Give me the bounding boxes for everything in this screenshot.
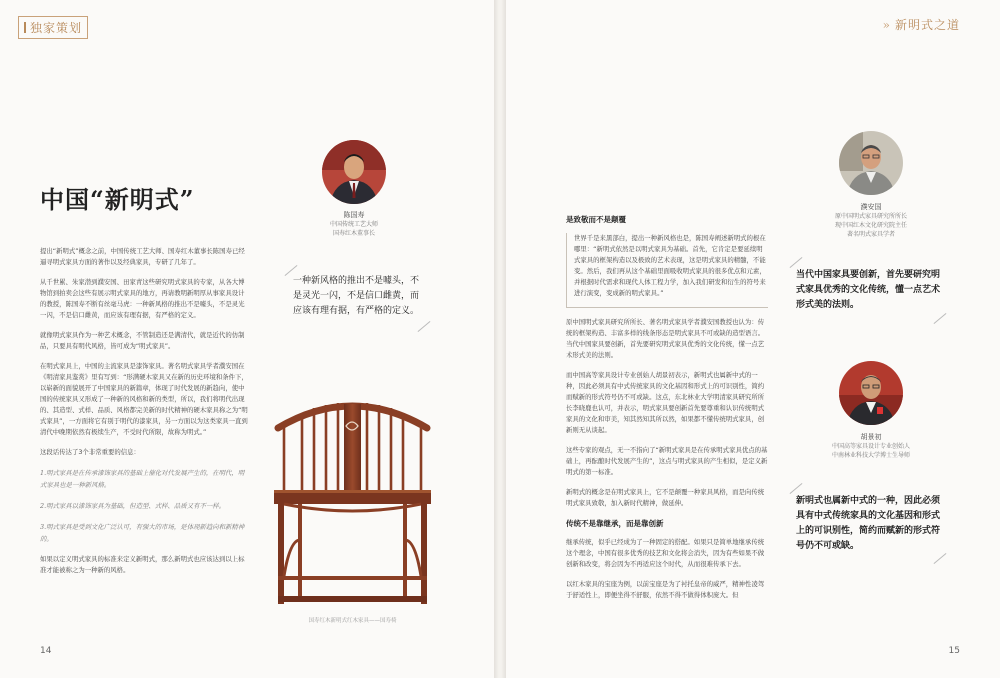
pull-quote-right-bottom: 新明式也属新中式的一种，因此必须具有中式传统家具的文化基因和形式上的可识别性，简约而赋新的形式符号仍不可或缺。 [796,496,941,551]
section-heading: 是致敬而不是颠覆 [566,215,626,224]
quote-mark-open [790,257,803,268]
quote-mark-close [418,321,431,332]
page-number-left: 14 [40,646,52,656]
quote-mark-close [934,553,947,564]
quote-mark-open [790,483,803,494]
body-paragraph: 新明式的概念是在明式家具上，它不是颠覆一种家具风格，而是向传统明式家具致敬，加入新时代精神，做延伸。 [566,488,765,507]
portrait-pu-anguo [839,131,903,195]
body-paragraph: 这段话传达了3个非常重要的信息： [40,448,140,456]
left-page [0,0,494,678]
person-title: 中南林业科技大学博士生导师 [831,452,910,459]
pull-quote-right-top: 当代中国家具要创新，首先要研究明式家具优秀的文化传统，懂一点艺术形式美的法则。 [796,270,941,310]
section-tag-new-ming [883,16,960,33]
chair-photo [270,390,435,610]
chair-caption: 国寿红木新明式红木家具——国寿椅 [308,618,397,624]
body-paragraph: 在明式家具上，中国的主流家具是漆饰家具。著名明式家具学者濮安国在《明清家具鉴赏》里有写到：“形满硬木家具又在新的历史环境和条件下，以崭新的面貌展开了中国家具的新篇章，体现了时代发展的新趋向，使中国的传统家具又形成了一种新的风格和新的类型，所以，我们将明代出现的、其造型、式样、品质、风格都完美新的时代精神的硬木家具称之为“明式家具”，一方面将它有别于明代的漆家具，另一方面以为这类家具一直到清代中晚期依然有极续生产，不受时代所限，故称为明式。” [40,362,248,436]
pull-quote-left: 一种新风格的推出不是噱头，不是灵光一闪，不是信口雌黄，而应该有理有据，有严格的定义。 [293,276,420,316]
closing-paragraph: 如果以定义明式家具的标准来定义新明式，那么新明式也应该达到以上标准才能被称之为一种新的风格。 [40,555,245,574]
body-paragraph: 原中国明式家具研究所所长、著名明式家具学者濮安国教授也认为：传统的框架构造、丰富多样的线条形态是明式家具不可或缺的造型语言。当代中国家具要创新，首先要研究明式家具优秀的文化传统，懂一点艺术形式美的法则。 [566,318,765,359]
section-heading: 传统不是靠继承，而是靠创新 [566,519,664,528]
person-title: 原中国明式家具研究所所长 [834,213,907,220]
right-text-column [566,212,768,610]
body-paragraph: 以红木家具的宝座为例，以前宝座是为了衬托皇帝的威严，精神性凌驾于舒适性上，即便坐得不舒服，依然不得不做得体积庞大。但 [566,580,765,599]
person-title: 现中国红木文化研究院主任 [834,222,907,229]
key-point: 2.明式家具以漆饰家具为基础，但造型、式样、品质又有不一样。 [40,502,226,510]
tag-bar [24,22,26,33]
intro-paragraph: 提出“新明式”概念之前，中国传统工艺大师、国寿红木董事长陈国寿已经逼寻明式家具方面的著作以及经典家具，专研了几年了。 [40,247,245,266]
key-point: 1.明式家具是在传承漆饰家具的基础上催化对代发展产生的，在明代，明式家具也是一种新风格。 [40,469,245,489]
body-paragraph: 这些专家的观点，无一不指向了“新明式家具是在传承明式家具优点的基础上，再酝酿时代发展产生的”，这点与明式家具的产生相似，是定义新明式的第一标准。 [566,446,768,476]
person-title: 著名明式家具学者 [846,231,895,238]
right-page [506,0,1000,678]
portrait-chen-guoshou [322,140,386,204]
person-name: 胡景初 [860,433,882,441]
person-title: 国寿红木董事长 [332,230,375,237]
person-title: 中国高等家具设计专业创始人 [831,443,910,450]
caption-hu-jingchu [811,433,931,460]
quote-mark-close [934,313,947,324]
section-tag-text: 独家策划 [30,21,83,35]
chevron-right-icon: » [882,18,891,32]
left-text-column [40,246,248,585]
page-gutter [494,0,506,678]
body-paragraph: 从千世累、朱家潜到濮安国、田家青这些研究明式家具的专家，从各大博物馆到拍卖会这些有展示明式家具的地方，再请教明新明厚从事家具设计的教授，陈国寿不断有丝毫马虎：一种新风格的推出不是噱头，不是灵光一闪，不是信口雌黄，而应该有理有据，有严格的定义。 [40,278,245,319]
person-name: 濮安国 [860,203,882,211]
article-title: 中国“新明式” [40,185,195,214]
section-tag-exclusive [18,16,88,39]
section-tag-text: 新明式之道 [894,18,960,32]
quoted-block [566,233,768,308]
portrait-hu-jingchu [839,361,903,425]
person-title: 中国传统工艺大师 [329,221,378,228]
body-paragraph: 就像明式家具作为一种艺术概念，不管制造还是满清代，就是近代的仿制品，只要具有明代风格，皆可成为“明式家具”。 [40,331,245,350]
body-paragraph: 而中国高等家具设计专业创始人胡景初表示，新明式也属新中式的一种，因此必须具有中式传统家具的文化基因和形式上的可识别性，简约而赋新的形式符号仍不可或缺。这点，东北林业大学明清家具研究所所长李晓鹿也认可，并表示，明式家具要创新首先要尊重和认识传统明式家具的文化和审美，知其然知其所以然，如果都不懂传统明式家具，创新则无从谈起。 [566,371,765,434]
caption-chen-guoshou [300,211,408,238]
body-paragraph: 世界千是来黑部白，提出一种新风格也是，陈国寿阐述新明式的根在哪里：“新明式依然是以明式家具为基础。首先，它肯定是要延续明式家具的框架构造以及极致的艺术表现，这是明式家具的精髓，不能变。然后，我们再从这个基础里面吸收明式家具的很多优点和元素，并根据时代需求和现代人体工程力学，加入我们研发和衍生的符号来进行演变，变成新的明式家具。” [574,234,766,297]
page-number-right: 15 [948,646,960,656]
key-point: 3.明式家具是受到文化广泛认可，有强大的市场，是体现新趋向和新精神的。 [40,523,245,543]
body-paragraph: 继承传统，似乎已经成为了一种固定的搭配。如果只是简单地继承传统这个理念，中国有很多优秀的技艺和文化将会消失，因为有些如果不做创新和改变，将会因为不再适应这个时代，从而很难传承下去。 [566,538,765,568]
caption-pu-anguo [811,203,931,239]
person-name: 陈国寿 [343,211,365,219]
